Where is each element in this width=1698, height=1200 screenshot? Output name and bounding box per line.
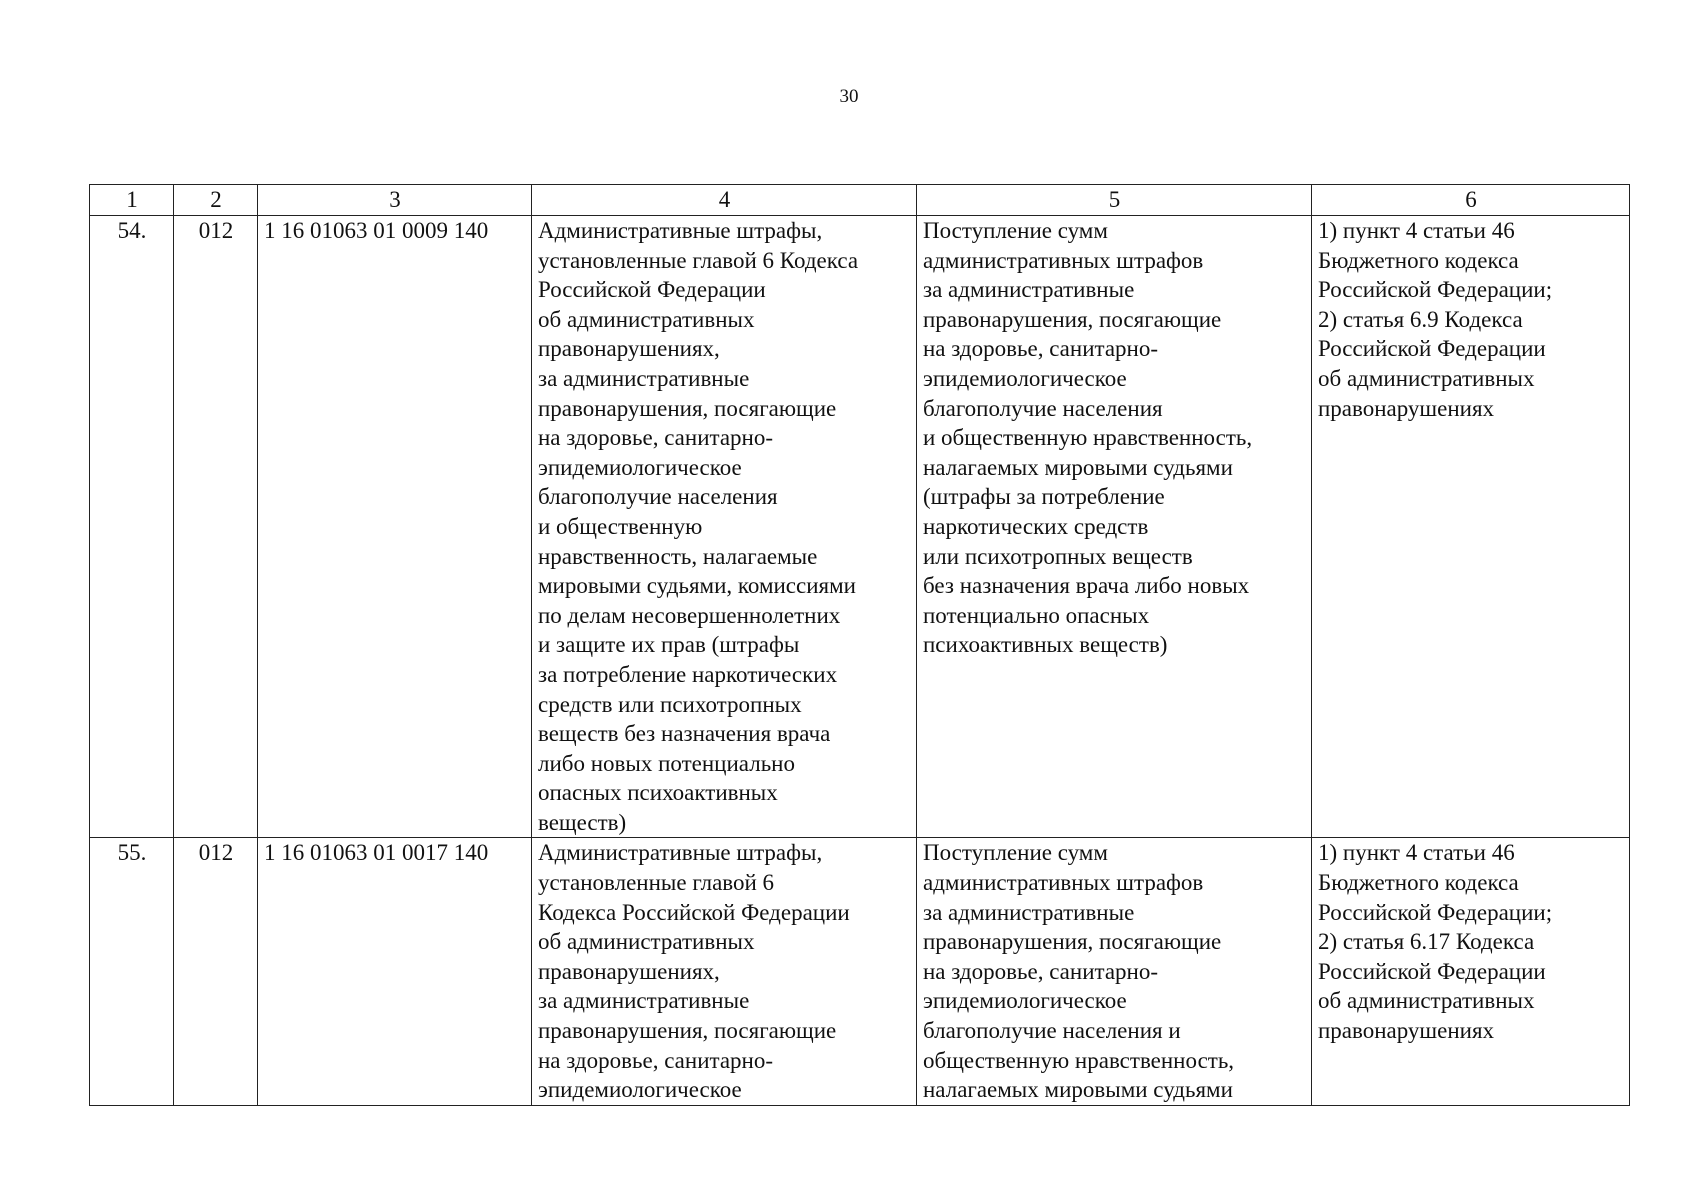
cell-text-line: наркотических средств: [923, 513, 1149, 539]
cell-text-line: Российской Федерации: [538, 277, 766, 303]
cell-text-line: либо новых потенциально: [538, 750, 795, 776]
cell-text-line: правонарушениях: [1318, 395, 1495, 421]
cell-text-line: за административные: [923, 899, 1135, 925]
cell-text-line: правонарушения, посягающие: [538, 395, 837, 421]
cell-text-line: об административных: [538, 306, 755, 332]
column-number-3: 3: [258, 185, 532, 216]
cell-text-line: налагаемых мировыми судьями: [923, 1077, 1233, 1103]
revenue-name: [532, 216, 917, 838]
column-number-2: 2: [174, 185, 258, 216]
row-number: 55.: [90, 838, 174, 1105]
cell-text-line: за административные: [538, 988, 750, 1014]
cell-text-line: благополучие населения: [923, 395, 1163, 421]
cell-text-line: или психотропных веществ: [923, 543, 1193, 569]
revenue-codes-table: [89, 184, 1630, 1106]
cell-text-line: административных штрафов: [923, 870, 1204, 896]
cell-text-line: правонарушениях,: [538, 958, 720, 984]
cell-text-line: Российской Федерации;: [1318, 277, 1553, 303]
cell-text-line: эпидемиологическое: [923, 988, 1127, 1014]
budget-classification-code: 1 16 01063 01 0009 140: [258, 216, 532, 838]
cell-text-line: общественную нравственность,: [923, 1047, 1235, 1073]
cell-text-line: установленные главой 6: [538, 870, 775, 896]
cell-text-line: Поступление сумм: [923, 840, 1108, 866]
cell-text-line: об административных: [538, 929, 755, 955]
page-number: 30: [839, 86, 859, 107]
column-number-5: 5: [917, 185, 1312, 216]
cell-text-line: Российской Федерации;: [1318, 899, 1553, 925]
row-number: 54.: [90, 216, 174, 838]
cell-text-line: потенциально опасных: [923, 602, 1150, 628]
table-row: [90, 838, 1630, 1105]
table-row: [90, 216, 1630, 838]
cell-text-line: правонарушениях,: [538, 336, 720, 362]
cell-text-line: об административных: [1318, 988, 1535, 1014]
cell-text-line: Кодекса Российской Федерации: [538, 899, 850, 925]
cell-text-line: Российской Федерации: [1318, 958, 1546, 984]
cell-text-line: Бюджетного кодекса: [1318, 870, 1519, 896]
cell-text-line: по делам несовершеннолетних: [538, 602, 841, 628]
cell-text-line: веществ без назначения врача: [538, 721, 831, 747]
cell-text-line: Российской Федерации: [1318, 336, 1546, 362]
cell-text-line: правонарушениях: [1318, 1018, 1495, 1044]
cell-text-line: 2) статья 6.9 Кодекса: [1318, 306, 1523, 332]
revenue-description: [917, 216, 1312, 838]
cell-text-line: эпидемиологическое: [923, 365, 1127, 391]
cell-text-line: правонарушения, посягающие: [923, 929, 1222, 955]
cell-text-line: на здоровье, санитарно-: [923, 958, 1159, 984]
admin-code: 012: [174, 838, 258, 1105]
cell-text-line: административных штрафов: [923, 247, 1204, 273]
cell-text-line: мировыми судьями, комиссиями: [538, 573, 856, 599]
column-number-4: 4: [532, 185, 917, 216]
column-number-1: 1: [90, 185, 174, 216]
cell-text-line: об административных: [1318, 365, 1535, 391]
cell-text-line: 1) пункт 4 статьи 46: [1318, 840, 1515, 866]
column-number-6: 6: [1312, 185, 1630, 216]
cell-text-line: благополучие населения и: [923, 1018, 1181, 1044]
cell-text-line: за административные: [923, 277, 1135, 303]
admin-code: 012: [174, 216, 258, 838]
cell-text-line: правонарушения, посягающие: [538, 1018, 837, 1044]
cell-text-line: на здоровье, санитарно-: [538, 1047, 774, 1073]
cell-text-line: нравственность, налагаемые: [538, 543, 818, 569]
cell-text-line: на здоровье, санитарно-: [538, 425, 774, 451]
cell-text-line: психоактивных веществ): [923, 632, 1168, 658]
cell-text-line: и защите их прав (штрафы: [538, 632, 800, 658]
budget-classification-code: 1 16 01063 01 0017 140: [258, 838, 532, 1105]
legal-basis: [1312, 838, 1630, 1105]
cell-text-line: 1) пункт 4 статьи 46: [1318, 218, 1515, 243]
legal-basis: [1312, 216, 1630, 838]
cell-text-line: благополучие населения: [538, 484, 778, 510]
cell-text-line: Административные штрафы,: [538, 840, 823, 866]
cell-text-line: и общественную: [538, 513, 703, 539]
cell-text-line: средств или психотропных: [538, 691, 802, 717]
cell-text-line: и общественную нравственность,: [923, 425, 1253, 451]
cell-text-line: опасных психоактивных: [538, 780, 778, 806]
cell-text-line: Бюджетного кодекса: [1318, 247, 1519, 273]
table-header-row: [90, 185, 1630, 216]
revenue-description: [917, 838, 1312, 1105]
cell-text-line: Административные штрафы,: [538, 218, 823, 243]
cell-text-line: эпидемиологическое: [538, 454, 742, 480]
cell-text-line: за административные: [538, 365, 750, 391]
cell-text-line: 2) статья 6.17 Кодекса: [1318, 929, 1535, 955]
cell-text-line: на здоровье, санитарно-: [923, 336, 1159, 362]
cell-text-line: без назначения врача либо новых: [923, 573, 1250, 599]
cell-text-line: (штрафы за потребление: [923, 484, 1165, 510]
revenue-name: [532, 838, 917, 1105]
cell-text-line: Поступление сумм: [923, 218, 1108, 243]
cell-text-line: правонарушения, посягающие: [923, 306, 1222, 332]
cell-text-line: налагаемых мировыми судьями: [923, 454, 1233, 480]
cell-text-line: за потребление наркотических: [538, 661, 838, 687]
cell-text-line: установленные главой 6 Кодекса: [538, 247, 859, 273]
cell-text-line: веществ): [538, 809, 627, 835]
cell-text-line: эпидемиологическое: [538, 1077, 742, 1103]
